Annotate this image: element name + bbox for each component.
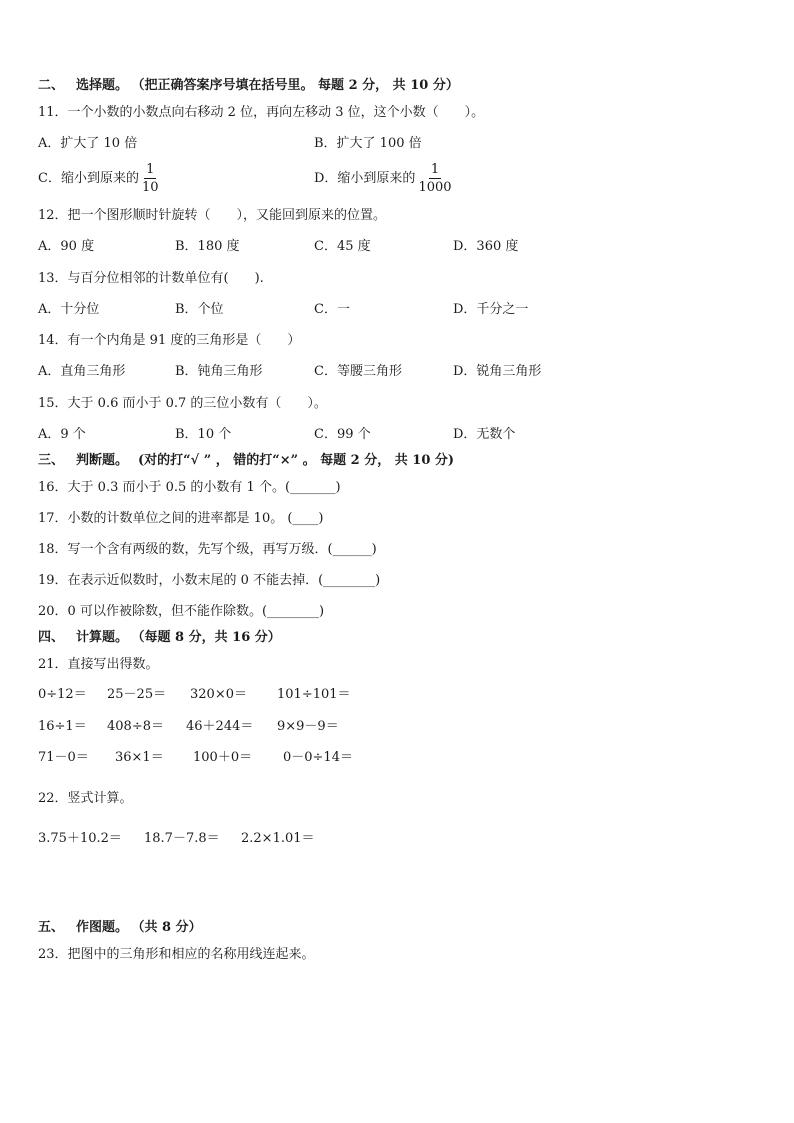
section-3-number: 三、 [38,453,65,468]
section-2-heading [38,77,459,95]
calc-item: 46＋244＝ [186,719,254,734]
calc-item: 0－0÷14＝ [283,750,353,765]
fraction [416,162,453,195]
q11-option-c [38,162,161,195]
calc-item: 101÷101＝ [277,687,351,702]
fraction-denominator: 1000 [418,180,452,195]
calc-item: 0÷12＝ [38,687,87,702]
section-5-note: （共 8 分） [138,920,202,935]
section-2-note: （把正确答案序号填在括号里。 每题 2 分， 共 10 分） [138,78,459,93]
q15-option-a: A．9 个 [38,427,86,442]
calc-item: 36×1＝ [115,750,164,765]
section-5-heading [38,919,202,937]
section-4-number: 四、 [38,630,65,645]
q14-option-a: A．直角三角形 [38,364,126,379]
q11-option-c-text: C．缩小到原来的 [38,171,139,186]
q12-option-b: B．180 度 [175,239,240,254]
q13-option-d: D．千分之一 [453,302,529,317]
section-3-heading [38,452,454,470]
calc-item: 25－25＝ [107,687,167,702]
calc-item: 3.75＋10.2＝ [38,831,122,846]
question-23: 23．把图中的三角形和相应的名称用线连起来。 [38,947,315,962]
q13-option-b: B．个位 [175,302,224,317]
section-4-heading [38,629,281,647]
q13-option-a: A．十分位 [38,302,100,317]
q12-option-c: C．45 度 [314,239,371,254]
fraction-numerator: 1 [146,162,155,177]
section-3-note: (对的打“√ ” ， 错的打“×” 。 每题 2 分， 共 10 分) [138,453,455,468]
fraction-numerator: 1 [430,162,440,177]
calc-item: 18.7－7.8＝ [144,831,220,846]
q12-option-a: A．90 度 [38,239,95,254]
section-4-title: 计算题。 [76,630,129,645]
q15-option-c: C．99 个 [314,427,371,442]
section-4-note: （每题 8 分，共 16 分） [138,630,281,645]
calc-item: 16÷1＝ [38,719,87,734]
section-3-title: 判断题。 [76,453,129,468]
q11-option-a: A．扩大了 10 倍 [38,136,138,151]
question-12: 12．把一个图形顺时针旋转（ ），又能回到原来的位置。 [38,208,387,223]
question-13: 13．与百分位相邻的计数单位有( ). [38,271,264,286]
question-21: 21．直接写出得数。 [38,657,159,672]
calc-item: 9×9－9＝ [277,719,339,734]
q11-option-b: B．扩大了 100 倍 [314,136,422,151]
question-16: 16．大于 0.3 而小于 0.5 的小数有 1 个。(_______) [38,480,341,495]
question-20: 20．0 可以作被除数，但不能作除数。(________) [38,604,325,619]
calc-item: 408÷8＝ [107,719,164,734]
question-18: 18．写一个含有两级的数，先写个级，再写万级．(______) [38,542,377,557]
calc-item: 100＋0＝ [193,750,253,765]
q13-option-c: C．一 [314,302,350,317]
question-15: 15．大于 0.6 而小于 0.7 的三位小数有（ ）。 [38,396,327,411]
question-14: 14．有一个内角是 91 度的三角形是（ ） [38,333,301,348]
q15-option-b: B．10 个 [175,427,232,442]
calc-item: 2.2×1.01＝ [241,831,315,846]
question-11: 11．一个小数的小数点向右移动 2 位，再向左移动 3 位，这个小数（ ）。 [38,105,485,120]
section-5-number: 五、 [38,920,65,935]
q14-option-b: B．钝角三角形 [175,364,263,379]
q14-option-c: C．等腰三角形 [314,364,402,379]
q14-option-d: D．锐角三角形 [453,364,542,379]
question-22: 22．竖式计算。 [38,791,133,806]
fraction-denominator: 10 [141,180,159,195]
q11-option-d-text: D．缩小到原来的 [314,171,416,186]
fraction [140,162,161,195]
question-19: 19．在表示近似数时，小数末尾的 0 不能去掉．(________) [38,573,381,588]
calc-item: 71－0＝ [38,750,89,765]
section-2-title: 选择题。 [76,78,129,93]
calc-item: 320×0＝ [190,687,247,702]
q11-option-d [314,162,454,195]
q15-option-d: D．无数个 [453,427,516,442]
q12-option-d: D．360 度 [453,239,519,254]
section-2-number: 二、 [38,78,65,93]
question-17: 17．小数的计数单位之间的进率都是 10。 (____) [38,511,324,526]
section-5-title: 作图题。 [76,920,129,935]
